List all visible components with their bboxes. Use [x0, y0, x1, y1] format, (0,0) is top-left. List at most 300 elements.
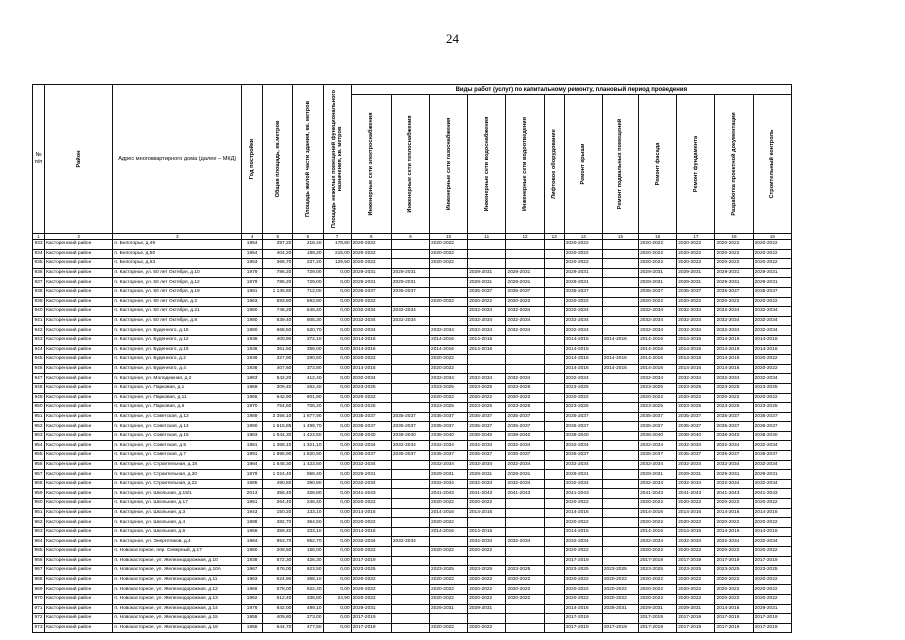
work-period-cell: 2035-2037: [351, 451, 391, 461]
work-period-cell: 2020-2022: [351, 297, 391, 307]
work-period-cell: 2020-2022: [677, 240, 715, 250]
total-area-cell: 953,70: [263, 537, 293, 547]
work-period-cell: [506, 604, 544, 614]
living-area-cell: 412,40: [293, 374, 323, 384]
row-number: 939: [33, 297, 45, 307]
work-period-cell: [602, 316, 638, 326]
work-period-cell: 2032-2034: [677, 374, 715, 384]
work-period-cell: 2017-2019: [715, 556, 753, 566]
work-period-cell: 2032-2034: [468, 537, 506, 547]
living-area-cell: 338,80: [293, 594, 323, 604]
work-col-header: [351, 95, 391, 234]
table-row: [33, 335, 792, 345]
nonliving-area-col-header: [323, 85, 351, 234]
table-row: [33, 393, 792, 403]
work-period-cell: 2020-2022: [564, 518, 602, 528]
work-period-cell: [544, 566, 564, 576]
work-period-cell: 2029-2031: [430, 604, 468, 614]
work-period-cell: 2014-2016: [639, 527, 677, 537]
work-period-cell: 2020-2022: [506, 585, 544, 595]
work-period-cell: 2017-2019: [564, 556, 602, 566]
row-number: 935: [33, 259, 45, 269]
work-period-cell: 2014-2016: [564, 345, 602, 355]
total-area-cell: 309,40: [263, 383, 293, 393]
year-cell: 1979: [242, 268, 263, 278]
table-row: [33, 604, 792, 614]
work-period-cell: 2029-2031: [506, 470, 544, 480]
total-area-cell: 1 368,10: [263, 441, 293, 451]
table-row: [33, 451, 792, 461]
year-cell: 1936: [242, 364, 263, 374]
nonliving-area-cell: 0,00: [323, 566, 351, 576]
district-cell: Касторенский район: [45, 585, 113, 595]
district-cell: Касторенский район: [45, 326, 113, 336]
total-area-cell: 208,50: [263, 547, 293, 557]
work-period-cell: [602, 614, 638, 624]
row-number: 948: [33, 383, 45, 393]
year-cell: 1936: [242, 335, 263, 345]
row-number: 969: [33, 585, 45, 595]
work-period-cell: 2014-2016: [639, 508, 677, 518]
year-cell: 1991: [242, 451, 263, 461]
work-period-cell: 2014-2016: [677, 508, 715, 518]
work-period-cell: 2032-2034: [351, 307, 391, 317]
work-period-cell: 2035-2037: [351, 412, 391, 422]
work-period-cell: 2038-2040: [506, 431, 544, 441]
table-row: [33, 508, 792, 518]
nonliving-area-cell: 0,00: [323, 556, 351, 566]
work-period-cell: 2032-2034: [564, 316, 602, 326]
work-period-cell: 2035-2037: [564, 451, 602, 461]
work-period-cell: [391, 345, 429, 355]
work-period-cell: 2032-2034: [351, 460, 391, 470]
work-period-cell: [602, 479, 638, 489]
table-row: [33, 518, 792, 528]
living-area-cell: 1 677,90: [293, 412, 323, 422]
work-period-cell: [602, 518, 638, 528]
district-cell: Касторенский район: [45, 451, 113, 461]
work-period-cell: [602, 278, 638, 288]
column-number: 17: [677, 234, 715, 240]
work-period-cell: [544, 240, 564, 250]
living-area-cell: 605,30: [293, 316, 323, 326]
year-cell: 1943: [242, 508, 263, 518]
work-period-cell: 2020-2022: [564, 499, 602, 509]
work-period-cell: 2020-2022: [677, 585, 715, 595]
row-number: 970: [33, 594, 45, 604]
row-number: 961: [33, 508, 45, 518]
work-period-cell: 2032-2034: [351, 479, 391, 489]
work-period-cell: [506, 527, 544, 537]
work-period-cell: 2014-2016: [351, 345, 391, 355]
work-period-cell: 2023-2025: [564, 403, 602, 413]
work-period-cell: 2032-2034: [506, 441, 544, 451]
work-period-cell: [602, 374, 638, 384]
address-cell: п. Касторное, ул. Строительная, д.20: [113, 470, 242, 480]
row-number: 949: [33, 393, 45, 403]
work-period-cell: 2020-2022: [677, 297, 715, 307]
table-row: [33, 527, 792, 537]
address-cell: п. Новокасторное, ул. Железнодорожная, д.10А: [113, 566, 242, 576]
work-period-cell: 2020-2022: [430, 575, 468, 585]
living-area-cell: 426,30: [293, 556, 323, 566]
table-row: [33, 345, 792, 355]
work-period-cell: [544, 383, 564, 393]
living-area-cell: 729,00: [293, 278, 323, 288]
district-cell: Касторенский район: [45, 335, 113, 345]
living-area-cell: 218,40: [293, 240, 323, 250]
work-period-cell: [602, 547, 638, 557]
work-period-cell: [391, 240, 429, 250]
work-period-cell: [391, 556, 429, 566]
district-col-label: Район: [75, 150, 82, 168]
work-period-cell: 2038-2040: [468, 431, 506, 441]
total-area-cell: 150,20: [263, 508, 293, 518]
work-period-cell: [544, 556, 564, 566]
table-row: [33, 499, 792, 509]
work-period-cell: 2017-2019: [715, 623, 753, 633]
row-number: 947: [33, 374, 45, 384]
work-period-cell: [602, 297, 638, 307]
nonliving-area-cell: 0,00: [323, 431, 351, 441]
work-period-cell: 2020-2022: [715, 259, 753, 269]
total-area-cell: 356,40: [263, 489, 293, 499]
district-cell: Касторенский район: [45, 518, 113, 528]
total-area-cell: 397,20: [263, 240, 293, 250]
work-period-cell: [602, 527, 638, 537]
total-area-cell: 754,60: [263, 403, 293, 413]
work-period-cell: 2032-2034: [391, 307, 429, 317]
work-col-header: [506, 95, 544, 234]
work-period-cell: 2014-2016: [430, 527, 468, 537]
work-period-cell: [506, 508, 544, 518]
table-row: [33, 412, 792, 422]
work-col-label: Инженерные сети газоснабжения: [445, 117, 452, 211]
nonliving-area-cell: 0,00: [323, 547, 351, 557]
column-number: 14: [564, 234, 602, 240]
address-cell: п. Белогорье, д.50: [113, 249, 242, 259]
work-period-cell: [430, 614, 468, 624]
work-period-cell: 2023-2025: [753, 403, 791, 413]
year-cell: 1954: [242, 240, 263, 250]
work-period-cell: [391, 479, 429, 489]
work-period-cell: 2032-2034: [677, 537, 715, 547]
work-period-cell: 2032-2034: [506, 479, 544, 489]
address-cell: п. Касторное, ул. Советская, д.12: [113, 412, 242, 422]
work-period-cell: [391, 249, 429, 259]
work-period-cell: 2014-2016: [639, 345, 677, 355]
total-area-cell: 1 024,40: [263, 470, 293, 480]
total-area-cell: 407,60: [263, 364, 293, 374]
work-period-cell: [602, 412, 638, 422]
work-period-cell: [544, 278, 564, 288]
work-period-cell: 2029-2031: [391, 268, 429, 278]
nonliving-area-cell: 0,00: [323, 268, 351, 278]
column-number: 15: [602, 234, 638, 240]
work-period-cell: 2029-2031: [753, 278, 791, 288]
work-period-cell: [602, 268, 638, 278]
work-period-cell: 2014-2016: [351, 364, 391, 374]
work-period-cell: 2032-2034: [564, 441, 602, 451]
row-number: 942: [33, 326, 45, 336]
total-area-cell: 746,20: [263, 307, 293, 317]
work-period-cell: 2014-2016: [753, 527, 791, 537]
work-col-label: Ремонт подвальных помещений: [617, 118, 624, 210]
total-area-cell: 1 135,60: [263, 287, 293, 297]
work-period-cell: 2029-2031: [506, 268, 544, 278]
district-cell: Касторенский район: [45, 422, 113, 432]
work-period-cell: [391, 518, 429, 528]
row-number: 938: [33, 287, 45, 297]
work-period-cell: [468, 556, 506, 566]
living-area-cell: 620,70: [293, 326, 323, 336]
work-period-cell: 2032-2034: [506, 374, 544, 384]
work-period-cell: 2032-2034: [351, 374, 391, 384]
work-period-cell: 2029-2031: [753, 604, 791, 614]
work-period-cell: 2032-2034: [753, 479, 791, 489]
work-period-cell: 2023-2025: [351, 403, 391, 413]
living-area-col-label: Площадь жилой части здания, кв. метров: [304, 100, 311, 218]
work-period-cell: 2020-2022: [351, 249, 391, 259]
work-period-cell: 2017-2019: [639, 614, 677, 624]
year-cell: 1955: [242, 614, 263, 624]
work-period-cell: 2023-2025: [715, 383, 753, 393]
work-period-cell: 2020-2022: [430, 249, 468, 259]
row-number: 937: [33, 278, 45, 288]
work-period-cell: 2032-2034: [351, 326, 391, 336]
work-period-cell: 2023-2025: [564, 566, 602, 576]
num-col-header: № п/п: [33, 85, 45, 234]
work-period-cell: 2032-2034: [715, 374, 753, 384]
year-cell: 1989: [242, 412, 263, 422]
year-cell: 1963: [242, 297, 263, 307]
address-cell: п. Касторное, ул. Школьная, д.4: [113, 518, 242, 528]
living-area-cell: 368,10: [293, 575, 323, 585]
work-period-cell: [468, 355, 506, 365]
work-period-cell: 2035-2037: [715, 412, 753, 422]
year-col-header: [242, 85, 263, 234]
work-period-cell: 2029-2031: [351, 604, 391, 614]
table-row: [33, 575, 792, 585]
work-period-cell: [506, 240, 544, 250]
work-period-cell: 2038-2040: [351, 431, 391, 441]
work-period-cell: 2035-2037: [753, 422, 791, 432]
work-period-cell: 2017-2019: [753, 623, 791, 633]
work-period-cell: 2032-2034: [753, 441, 791, 451]
work-period-cell: 2023-2025: [564, 383, 602, 393]
work-period-cell: 2014-2016: [430, 345, 468, 355]
work-period-cell: [602, 307, 638, 317]
work-period-cell: 2017-2019: [677, 623, 715, 633]
work-period-cell: 2029-2031: [506, 278, 544, 288]
column-number: 1: [33, 234, 45, 240]
nonliving-area-col-label: Площадь нежилых помещений функционального назначения, кв. метров: [331, 89, 344, 229]
work-period-cell: 2017-2019: [351, 556, 391, 566]
work-period-cell: [391, 364, 429, 374]
year-cell: 1979: [242, 470, 263, 480]
work-period-cell: 2035-2037: [430, 451, 468, 461]
row-number: 934: [33, 249, 45, 259]
work-period-cell: [506, 547, 544, 557]
work-period-cell: 2023-2025: [677, 566, 715, 576]
work-period-cell: [468, 364, 506, 374]
address-cell: п. Касторное, ул. 50 лет Октября, д.2: [113, 297, 242, 307]
header-row: [33, 85, 792, 95]
work-period-cell: 2014-2016: [351, 527, 391, 537]
living-area-cell: 333,10: [293, 527, 323, 537]
total-area-cell: 642,90: [263, 393, 293, 403]
work-col-header: [602, 95, 638, 234]
work-period-cell: 2020-2022: [715, 249, 753, 259]
address-cell: п. Касторное, ул. Школьная, д.17: [113, 499, 242, 509]
total-area-cell: 676,00: [263, 566, 293, 576]
work-period-cell: 2029-2031: [677, 278, 715, 288]
work-period-cell: 2020-2022: [639, 297, 677, 307]
living-area-cell: 601,90: [293, 393, 323, 403]
work-period-cell: 2020-2022: [430, 355, 468, 365]
work-period-cell: 2020-2022: [639, 585, 677, 595]
row-number: 940: [33, 307, 45, 317]
column-number: 12: [506, 234, 544, 240]
work-col-header: [715, 95, 753, 234]
work-period-cell: 2014-2016: [430, 508, 468, 518]
district-cell: Касторенский район: [45, 575, 113, 585]
work-period-cell: [544, 499, 564, 509]
nonliving-area-cell: 0,00: [323, 326, 351, 336]
work-period-cell: 2014-2016: [639, 355, 677, 365]
address-cell: п. Касторное, ул. Буденного, д.4: [113, 364, 242, 374]
column-number: 19: [753, 234, 791, 240]
work-period-cell: 2035-2037: [677, 287, 715, 297]
work-period-cell: 2014-2016: [677, 364, 715, 374]
work-period-cell: 2020-2022: [753, 259, 791, 269]
work-period-cell: 2032-2034: [639, 460, 677, 470]
work-period-cell: 2032-2034: [639, 316, 677, 326]
column-number: 9: [391, 234, 429, 240]
year-cell: 1969: [242, 383, 263, 393]
work-col-label: Инженерные сети электроснабжения: [368, 112, 375, 216]
work-period-cell: [468, 240, 506, 250]
work-period-cell: 2020-2022: [602, 594, 638, 604]
nonliving-area-cell: 0,00: [323, 383, 351, 393]
address-cell: п. Касторное, ул. 50 лет Октября, д.21: [113, 307, 242, 317]
address-cell: п. Касторное, ул. Строительная, д.18: [113, 460, 242, 470]
work-period-cell: [544, 364, 564, 374]
district-cell: Касторенский район: [45, 316, 113, 326]
work-period-cell: 2032-2034: [639, 441, 677, 451]
work-period-cell: 2020-2022: [351, 575, 391, 585]
district-cell: Касторенский район: [45, 287, 113, 297]
work-period-cell: 2035-2037: [715, 451, 753, 461]
work-col-label: Инженерные сети водоотведения: [522, 117, 528, 211]
total-area-cell: 624,90: [263, 575, 293, 585]
work-period-cell: 2020-2022: [715, 518, 753, 528]
work-period-cell: [602, 383, 638, 393]
work-period-cell: 2032-2034: [715, 537, 753, 547]
work-period-cell: [391, 594, 429, 604]
work-period-cell: 2020-2022: [639, 547, 677, 557]
work-period-cell: [544, 508, 564, 518]
work-period-cell: 2020-2022: [506, 594, 544, 604]
work-period-cell: [544, 441, 564, 451]
work-period-cell: 2023-2025: [506, 566, 544, 576]
total-area-cell: 593,80: [263, 297, 293, 307]
year-cell: 1980: [242, 307, 263, 317]
address-cell: п. Касторное, ул. Советская, д.14: [113, 422, 242, 432]
nonliving-area-cell: 0,00: [323, 412, 351, 422]
work-period-cell: 2017-2019: [753, 556, 791, 566]
work-period-cell: [506, 499, 544, 509]
work-period-cell: 2029-2031: [639, 470, 677, 480]
total-area-cell: 639,40: [263, 316, 293, 326]
year-cell: 1990: [242, 422, 263, 432]
work-period-cell: 2014-2016: [715, 364, 753, 374]
work-period-cell: 2020-2022: [639, 575, 677, 585]
district-col-header: [45, 85, 113, 234]
work-period-cell: [391, 470, 429, 480]
nonliving-area-cell: 0,00: [323, 451, 351, 461]
nonliving-area-cell: 178,80: [323, 240, 351, 250]
year-cell: 1983: [242, 431, 263, 441]
work-period-cell: 2035-2037: [391, 287, 429, 297]
living-area-cell: 390,80: [293, 479, 323, 489]
work-period-cell: [544, 268, 564, 278]
work-period-cell: 2020-2022: [430, 297, 468, 307]
nonliving-area-cell: 0,00: [323, 441, 351, 451]
year-cell: 1976: [242, 604, 263, 614]
row-number: 958: [33, 479, 45, 489]
work-period-cell: [468, 249, 506, 259]
total-area-cell: 842,00: [263, 604, 293, 614]
table-row: [33, 566, 792, 576]
work-period-cell: 2032-2034: [351, 316, 391, 326]
total-area-cell: 786,20: [263, 268, 293, 278]
living-area-cell: 499,10: [293, 604, 323, 614]
address-cell: п. Касторное, ул. Парковая, д.1: [113, 383, 242, 393]
row-number: 963: [33, 527, 45, 537]
total-area-cell: 572,30: [263, 556, 293, 566]
living-area-cell: 373,80: [293, 364, 323, 374]
row-number: 967: [33, 566, 45, 576]
work-period-cell: 2035-2037: [351, 422, 391, 432]
work-period-cell: 2035-2037: [639, 287, 677, 297]
work-period-cell: 2032-2034: [468, 479, 506, 489]
work-period-cell: 2035-2037: [753, 451, 791, 461]
work-period-cell: 2029-2031: [602, 604, 638, 614]
work-col-header: [564, 95, 602, 234]
total-area-cell: 490,50: [263, 479, 293, 489]
table-row: [33, 623, 792, 633]
address-cell: п. Белогорье, д.49: [113, 240, 242, 250]
work-period-cell: 2014-2016: [602, 335, 638, 345]
work-period-cell: [602, 470, 638, 480]
work-period-cell: [602, 403, 638, 413]
work-period-cell: 2032-2034: [753, 326, 791, 336]
work-period-cell: [544, 393, 564, 403]
work-period-cell: [430, 556, 468, 566]
work-col-label: Инженерные сети теплоснабжения: [407, 115, 414, 213]
district-cell: Касторенский район: [45, 479, 113, 489]
work-col-header: [430, 95, 468, 234]
table-row: [33, 556, 792, 566]
work-period-cell: 2032-2034: [468, 326, 506, 336]
row-number: 973: [33, 623, 45, 633]
work-period-cell: 2020-2022: [468, 623, 506, 633]
living-area-cell: 328,80: [293, 489, 323, 499]
work-period-cell: 2020-2022: [468, 499, 506, 509]
work-period-cell: [544, 614, 564, 624]
table-row: [33, 537, 792, 547]
